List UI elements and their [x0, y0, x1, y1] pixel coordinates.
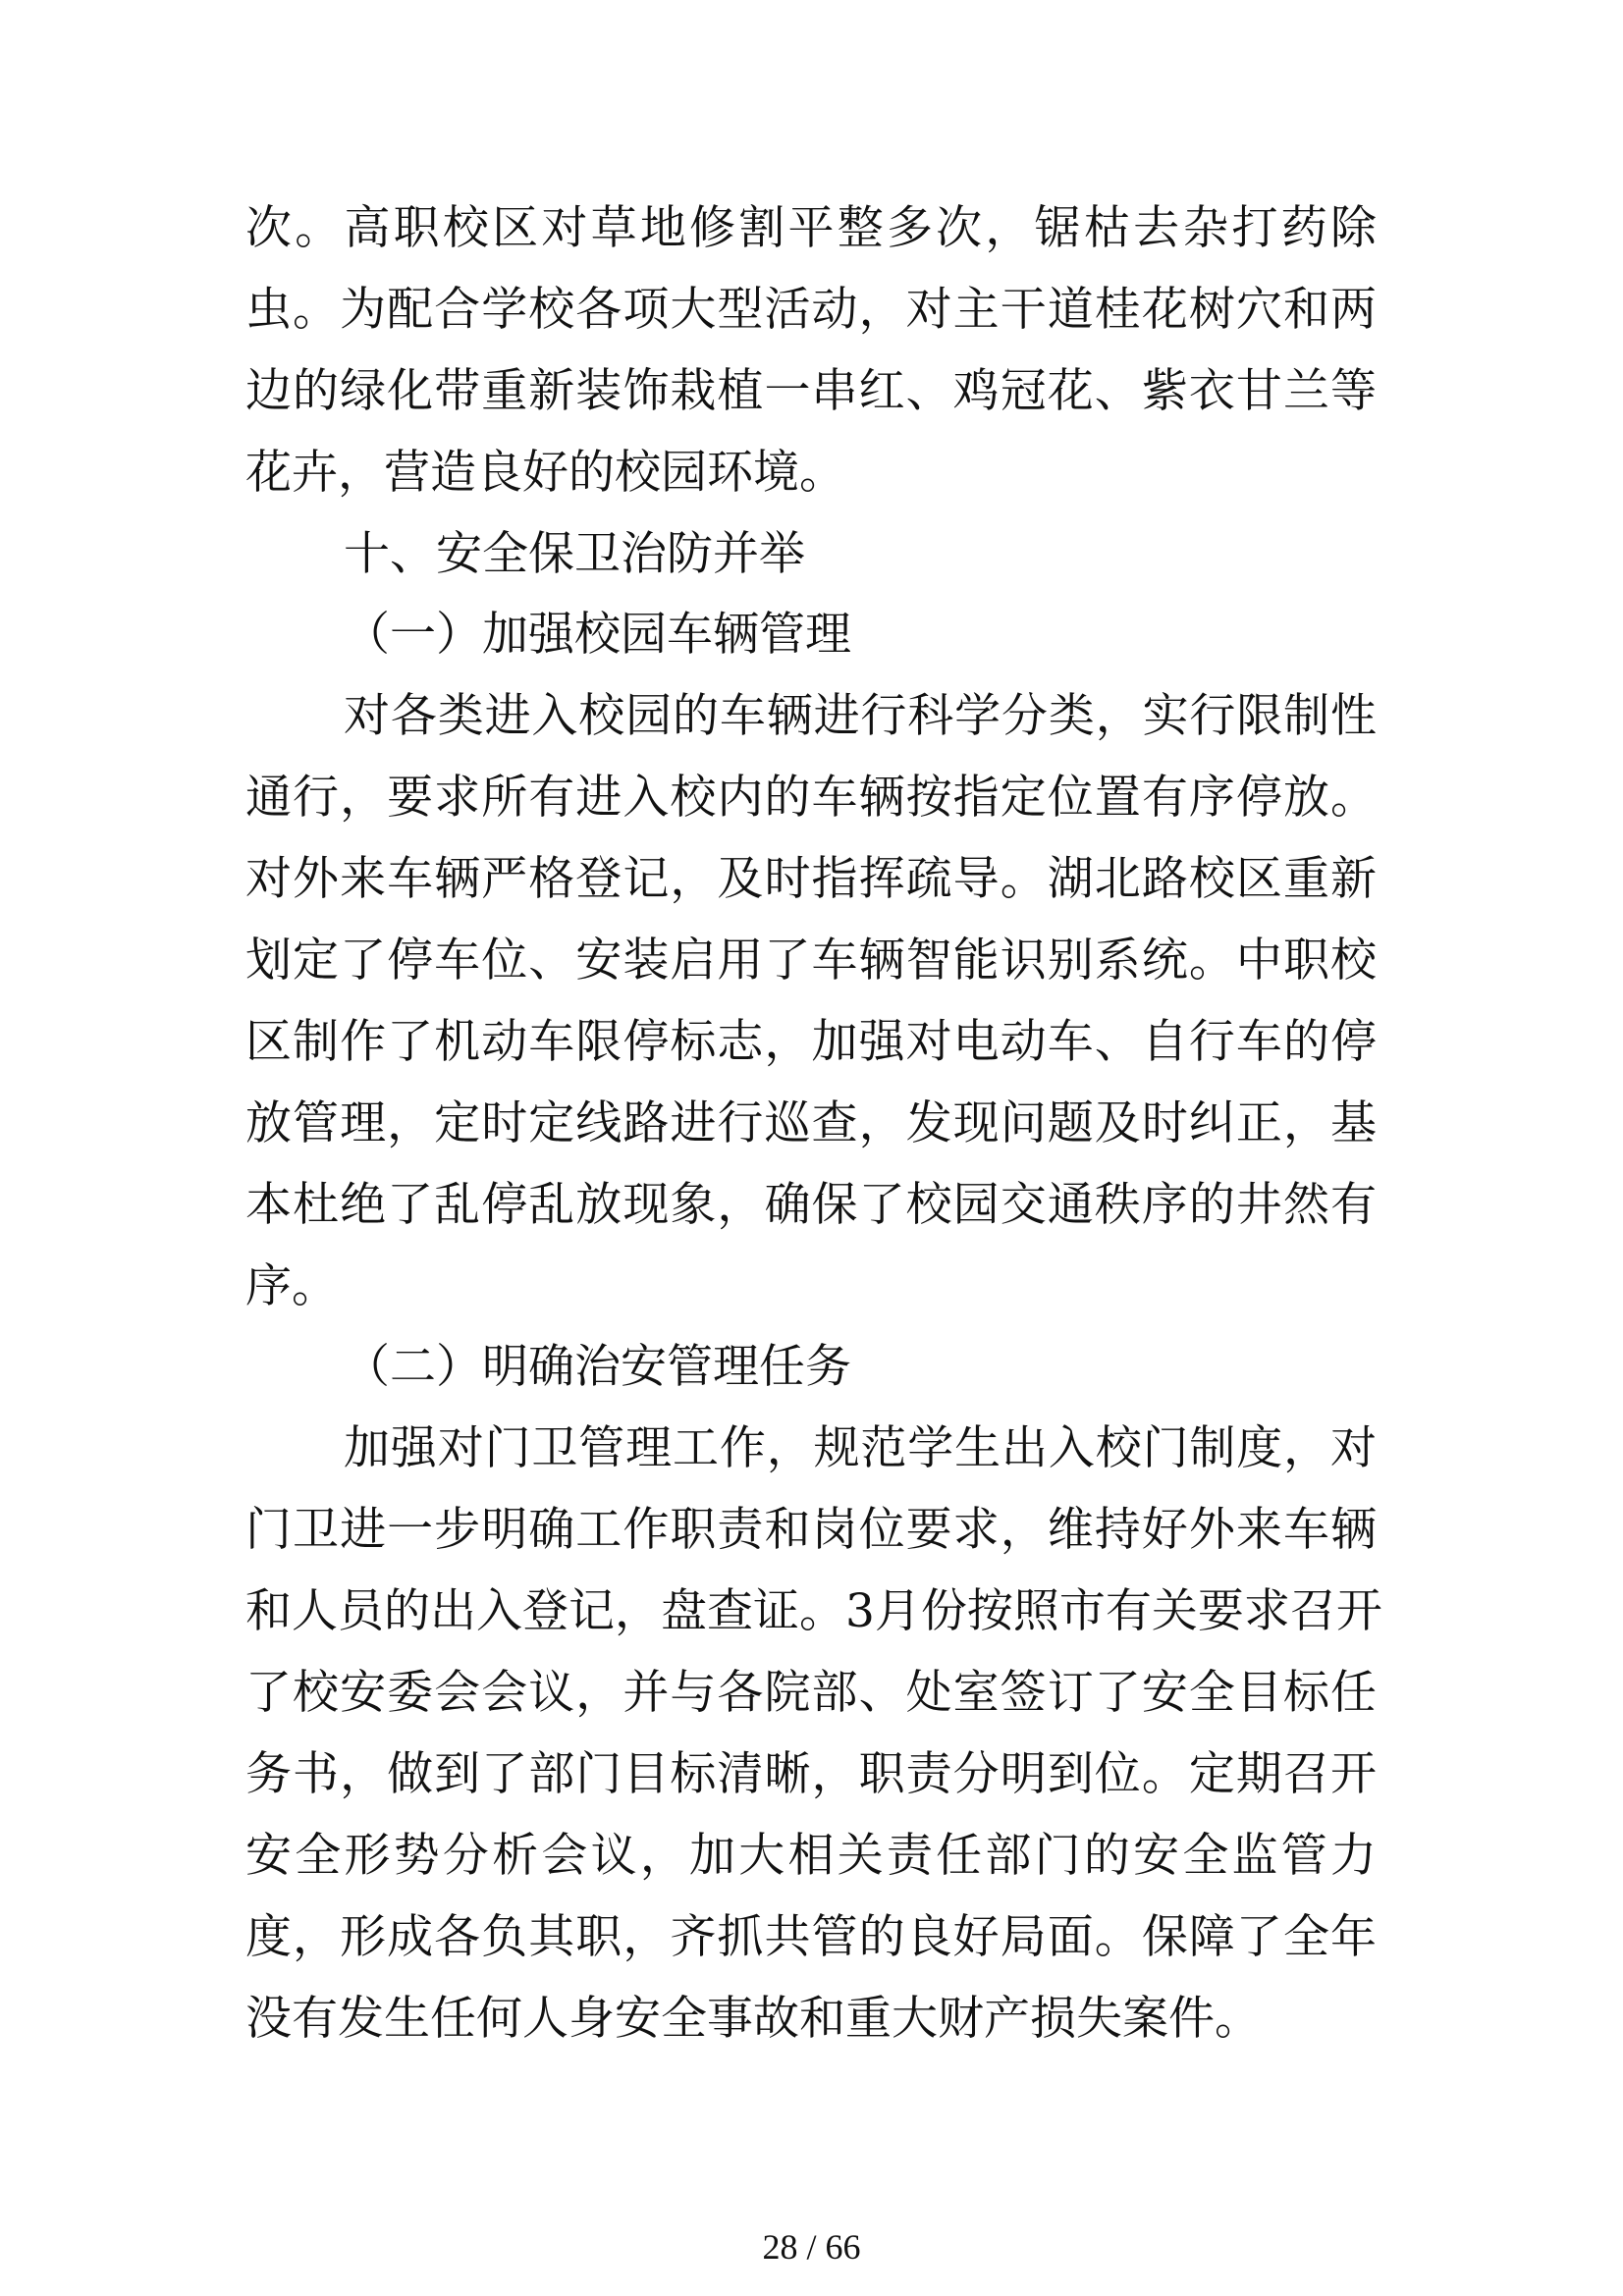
- text-line: 放管理，定时定线路进行巡查，发现问题及时纠正，基: [245, 1095, 1377, 1150]
- text-line: 对外来车辆严格登记，及时指挥疏导。湖北路校区重新: [245, 852, 1377, 907]
- document-body: [245, 188, 1382, 2059]
- text-line: 边的绿化带重新装饰栽植一串红、鸡冠花、紫衣甘兰等: [245, 363, 1377, 418]
- text-line: 和人员的出入登记，盘查证。3月份按照市有关要求召开: [245, 1584, 1382, 1639]
- text-line: 安全形势分析会议，加大相关责任部门的安全监管力: [245, 1828, 1377, 1883]
- paragraph-start-line: 对各类进入校园的车辆进行科学分类，实行限制性: [344, 689, 1377, 744]
- text-line: 门卫进一步明确工作职责和岗位要求，维持好外来车辆: [245, 1503, 1377, 1558]
- text-line: 了校安委会会议，并与各院部、处室签订了安全目标任: [245, 1666, 1377, 1721]
- text-line: 务书，做到了部门目标清晰，职责分明到位。定期召开: [245, 1746, 1377, 1801]
- subsection-heading: （二）明确治安管理任务: [344, 1340, 851, 1395]
- text-line: 划定了停车位、安装启用了车辆智能识别系统。中职校: [245, 934, 1377, 988]
- text-line: 次。高职校区对草地修割平整多次，锯枯去杂打药除: [245, 201, 1377, 255]
- text-line: 本杜绝了乱停乱放现象，确保了校园交通秩序的井然有: [245, 1177, 1377, 1232]
- text-line: 通行，要求所有进入校内的车辆按指定位置有序停放。: [245, 771, 1377, 826]
- text-line: 序。: [245, 1258, 338, 1313]
- paragraph-start-line: 加强对门卫管理工作，规范学生出入校门制度，对: [344, 1421, 1377, 1476]
- subsection-heading: （一）加强校园车辆管理: [344, 608, 851, 663]
- text-line: 花卉，营造良好的校园环境。: [245, 445, 845, 500]
- text-line: 虫。为配合学校各项大型活动，对主干道桂花树穴和两: [245, 282, 1377, 337]
- text-line: 度，形成各负其职，齐抓共管的良好局面。保障了全年: [245, 1909, 1377, 1964]
- page-number: 28 / 66: [762, 2227, 861, 2267]
- section-heading: 十、安全保卫治防并举: [344, 526, 805, 581]
- text-line: 区制作了机动车限停标志，加强对电动车、自行车的停: [245, 1014, 1377, 1069]
- text-line: 没有发生任何人身安全事故和重大财产损失案件。: [245, 1991, 1261, 2046]
